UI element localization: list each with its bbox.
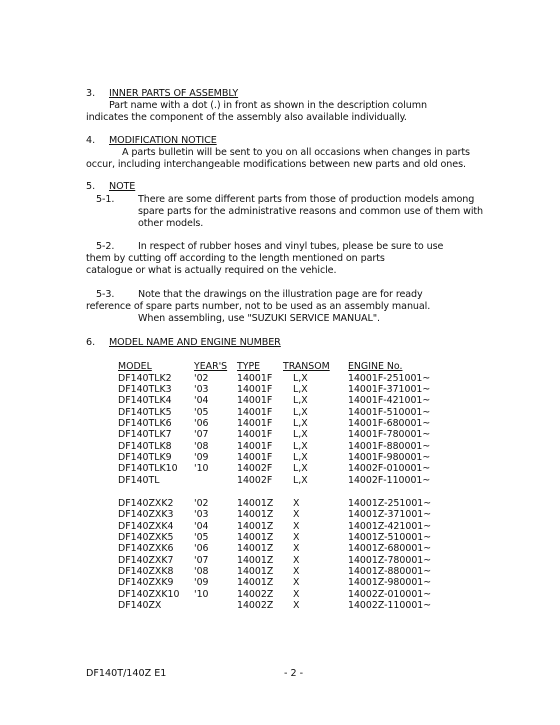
note-5-2-line-2: them by cutting off according to the length mentioned on parts (86, 253, 385, 264)
cell-transom: L,X (293, 440, 308, 452)
cell-year: '02 (194, 498, 209, 509)
cell-engine-no: 14001F-371001~ (348, 383, 431, 395)
section-4-line-1: A parts bulletin will be sent to you on all occasions when changes in parts (122, 147, 470, 158)
cell-model: DF140TLK9 (118, 451, 172, 463)
section-5-title: NOTE (109, 181, 136, 192)
cell-type: 14001F (237, 440, 273, 452)
cell-transom: L,X (293, 451, 308, 463)
table-row (0, 429, 560, 440)
cell-transom: X (293, 543, 300, 555)
cell-year: '04 (194, 395, 209, 407)
cell-transom: X (293, 509, 300, 521)
note-5-3-label: 5-3. (96, 289, 115, 300)
cell-engine-no: 14001F-980001~ (348, 451, 431, 463)
cell-type: 14001Z (237, 554, 274, 566)
cell-model: DF140ZXK7 (118, 554, 174, 566)
cell-year: '10 (194, 588, 209, 600)
cell-type: 14001F (237, 372, 273, 384)
cell-model: DF140ZXK8 (118, 566, 174, 578)
cell-year: '08 (194, 566, 209, 578)
cell-type: 14002F (237, 463, 273, 475)
cell-transom: X (293, 577, 300, 589)
note-5-1-line-2: spare parts for the administrative reasons and common use of them with (138, 206, 484, 217)
cell-year: '06 (194, 417, 209, 429)
section-6-title: MODEL NAME AND ENGINE NUMBER (109, 337, 281, 348)
section-5-number: 5. (86, 181, 96, 192)
cell-model: DF140TLK3 (118, 383, 172, 395)
table-row (0, 373, 560, 384)
cell-engine-no: 14001Z-980001~ (348, 577, 432, 589)
cell-model: DF140ZXK5 (118, 532, 174, 544)
cell-model: DF140TLK7 (118, 429, 172, 441)
cell-model: DF140ZX (118, 600, 162, 612)
table-row (0, 463, 560, 474)
table-row (0, 475, 560, 486)
cell-model: DF140TLK4 (118, 395, 172, 407)
cell-type: 14002F (237, 474, 273, 486)
cell-engine-no: 14001Z-371001~ (348, 509, 432, 521)
note-5-3-line-1: Note that the drawings on the illustration page are for ready (138, 289, 423, 300)
table-row (0, 521, 560, 532)
cell-transom: X (293, 588, 300, 600)
cell-model: DF140TLK8 (118, 440, 172, 452)
header-engine-no: ENGINE No. (348, 361, 403, 372)
table-row (0, 600, 560, 611)
cell-engine-no: 14001F-251001~ (348, 372, 431, 384)
cell-model: DF140TLK10 (118, 463, 178, 475)
cell-transom: X (293, 532, 300, 544)
cell-model: DF140TLK5 (118, 406, 172, 418)
cell-year: '03 (194, 509, 209, 521)
note-5-3-line-2: reference of spare parts number, not to be used as an assembly manual. (86, 301, 431, 312)
cell-engine-no: 14001Z-780001~ (348, 554, 432, 566)
cell-year: '09 (194, 577, 209, 589)
cell-model: DF140TLK2 (118, 372, 172, 384)
section-4-title: MODIFICATION NOTICE (109, 135, 217, 146)
note-5-2-label: 5-2. (96, 241, 115, 252)
cell-year: '06 (194, 543, 209, 555)
table-row (0, 384, 560, 395)
note-5-3-line-3: When assembling, use "SUZUKI SERVICE MANUAL". (138, 313, 380, 324)
cell-engine-no: 14002F-010001~ (348, 463, 431, 475)
table-row (0, 566, 560, 577)
table-row (0, 589, 560, 600)
cell-transom: L,X (293, 474, 308, 486)
cell-model: DF140TLK6 (118, 417, 172, 429)
cell-engine-no: 14001F-510001~ (348, 406, 431, 418)
cell-type: 14001F (237, 451, 273, 463)
cell-model: DF140ZXK9 (118, 577, 174, 589)
note-5-2-line-1: In respect of rubber hoses and vinyl tubes, please be sure to use (138, 241, 444, 252)
cell-engine-no: 14001Z-251001~ (348, 498, 432, 509)
section-3-title: INNER PARTS OF ASSEMBLY (109, 88, 239, 99)
cell-engine-no: 14001F-880001~ (348, 440, 431, 452)
cell-type: 14001F (237, 417, 273, 429)
cell-engine-no: 14001F-421001~ (348, 395, 431, 407)
section-3-number: 3. (86, 88, 96, 99)
cell-type: 14001Z (237, 532, 274, 544)
cell-year: '05 (194, 406, 209, 418)
table-row (0, 532, 560, 543)
cell-engine-no: 14002Z-110001~ (348, 600, 432, 612)
cell-type: 14001Z (237, 520, 274, 532)
note-5-1-line-3: other models. (138, 218, 204, 229)
cell-year: '07 (194, 429, 209, 441)
section-3-line-1: Part name with a dot (.) in front as shown in the description column (109, 100, 427, 111)
cell-year: '08 (194, 440, 209, 452)
cell-engine-no: 14001Z-421001~ (348, 520, 432, 532)
cell-type: 14001Z (237, 509, 274, 521)
cell-transom: X (293, 498, 300, 509)
table-header-row (0, 361, 560, 372)
table-row (0, 418, 560, 429)
cell-model: DF140ZXK2 (118, 498, 174, 509)
header-type: TYPE (237, 361, 261, 372)
cell-transom: X (293, 554, 300, 566)
table-row (0, 509, 560, 520)
cell-transom: L,X (293, 417, 308, 429)
section-4-line-2: occur, including interchangeable modifications between new parts and old ones. (86, 159, 466, 170)
cell-model: DF140ZXK4 (118, 520, 174, 532)
header-model: MODEL (118, 361, 152, 372)
cell-type: 14002Z (237, 600, 274, 612)
cell-type: 14001Z (237, 498, 274, 509)
cell-year: '03 (194, 383, 209, 395)
cell-transom: X (293, 566, 300, 578)
cell-type: 14001F (237, 406, 273, 418)
cell-year: '05 (194, 532, 209, 544)
note-5-1-label: 5-1. (96, 194, 115, 205)
cell-year: '10 (194, 463, 209, 475)
cell-model: DF140ZXK6 (118, 543, 174, 555)
cell-transom: X (293, 600, 300, 612)
cell-transom: L,X (293, 395, 308, 407)
note-5-2-line-3: catalogue or what is actually required on the vehicle. (86, 265, 337, 276)
table-row (0, 441, 560, 452)
cell-type: 14001F (237, 429, 273, 441)
table-row (0, 577, 560, 588)
cell-transom: L,X (293, 429, 308, 441)
table-row (0, 555, 560, 566)
cell-model: DF140ZXK3 (118, 509, 174, 521)
cell-transom: L,X (293, 406, 308, 418)
cell-year: '09 (194, 451, 209, 463)
cell-engine-no: 14001Z-880001~ (348, 566, 432, 578)
cell-type: 14001F (237, 395, 273, 407)
table-row (0, 452, 560, 463)
table-row (0, 395, 560, 406)
cell-model: DF140TL (118, 474, 160, 486)
cell-engine-no: 14001Z-680001~ (348, 543, 432, 555)
header-transom: TRANSOM (283, 361, 330, 372)
cell-transom: X (293, 520, 300, 532)
section-3-line-2: indicates the component of the assembly also available individually. (86, 112, 407, 123)
cell-type: 14002Z (237, 588, 274, 600)
header-year: YEAR'S (194, 361, 228, 372)
cell-year: '04 (194, 520, 209, 532)
cell-type: 14001Z (237, 543, 274, 555)
cell-type: 14001F (237, 383, 273, 395)
note-5-1-line-1: There are some different parts from those of production models among (138, 194, 475, 205)
cell-engine-no: 14001F-680001~ (348, 417, 431, 429)
page-number: - 2 - (284, 668, 304, 679)
cell-transom: L,X (293, 383, 308, 395)
footer-model-code: DF140T/140Z E1 (86, 668, 167, 679)
cell-type: 14001Z (237, 566, 274, 578)
cell-type: 14001Z (237, 577, 274, 589)
table-row (0, 498, 560, 509)
section-4-number: 4. (86, 135, 96, 146)
cell-year: '07 (194, 554, 209, 566)
cell-engine-no: 14002F-110001~ (348, 474, 431, 486)
cell-engine-no: 14001F-780001~ (348, 429, 431, 441)
cell-transom: L,X (293, 372, 308, 384)
cell-year: '02 (194, 372, 209, 384)
cell-model: DF140ZXK10 (118, 588, 180, 600)
table-row (0, 407, 560, 418)
section-6-number: 6. (86, 337, 96, 348)
cell-transom: L,X (293, 463, 308, 475)
cell-engine-no: 14001Z-510001~ (348, 532, 432, 544)
cell-engine-no: 14002Z-010001~ (348, 588, 432, 600)
table-row (0, 543, 560, 554)
